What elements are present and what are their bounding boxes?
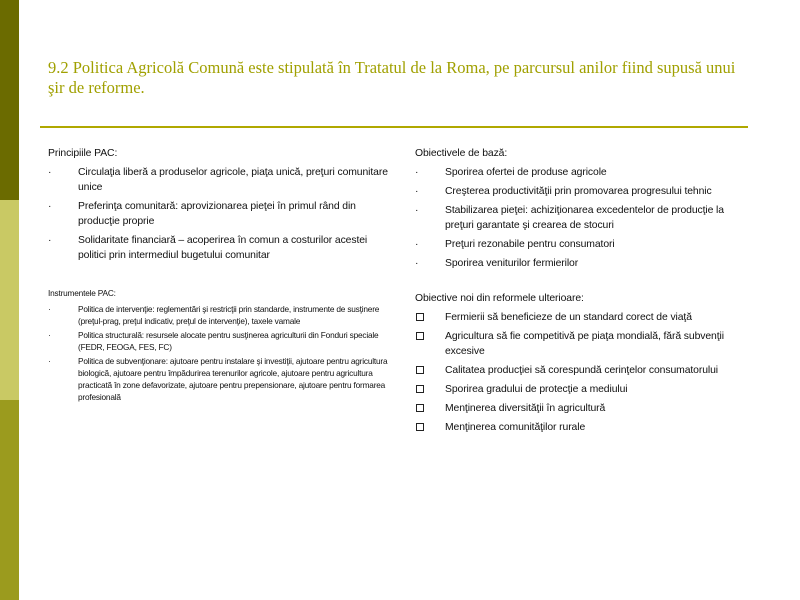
list-item: Sporirea gradului de protecţie a mediului bbox=[415, 382, 755, 397]
slide-title: 9.2 Politica Agricolă Comună este stipulată în Tratatul de la Roma, pe parcursul anilor fiind supusă unui şir de reforme. bbox=[48, 58, 736, 97]
bullet-icon: · bbox=[415, 258, 419, 269]
side-bar-top bbox=[0, 0, 19, 200]
square-bullet-icon bbox=[416, 366, 424, 374]
list-item: · Politica de intervenţie: reglementări şi restricţii prin standarde, instrumente de susţinere (preţul-prag, preţul indicativ, preţul de intervenţie), taxele vamale bbox=[48, 304, 380, 326]
square-bullet-icon bbox=[416, 332, 424, 340]
new-objectives-list bbox=[415, 310, 755, 435]
side-bar-bottom bbox=[0, 400, 19, 600]
list-item: Menţinerea diversităţii în agricultură bbox=[415, 401, 755, 416]
list-item: · Circulaţia liberă a produselor agricole, piaţa unică, preţuri comunitare unice bbox=[48, 167, 388, 193]
square-bullet-icon bbox=[416, 423, 424, 431]
bullet-icon: · bbox=[415, 239, 419, 250]
list-item: · Preţuri rezonabile pentru consumatori bbox=[415, 239, 615, 250]
new-objectives-section bbox=[415, 291, 755, 435]
new-objectives-heading: Obiective noi din reformele ulterioare: bbox=[415, 293, 584, 304]
list-item: · Sporirea veniturilor fermierilor bbox=[415, 258, 579, 269]
left-column bbox=[48, 146, 388, 405]
instruments-list bbox=[48, 303, 388, 403]
list-item: · Preferinţa comunitară: aprovizionarea pieţei în primul rând din producţie proprie bbox=[48, 201, 356, 227]
list-item: Agricultura să fie competitivă pe piaţa mondială, fără subvenţii excesive bbox=[415, 329, 755, 359]
bullet-icon: · bbox=[415, 186, 419, 197]
bullet-icon: · bbox=[48, 167, 52, 178]
square-bullet-icon bbox=[416, 313, 424, 321]
list-item: · Creşterea productivităţii prin promovarea progresului tehnic bbox=[415, 186, 712, 197]
list-item: · Stabilizarea pieţei: achiziţionarea excedentelor de producţie la preţuri garantate şi crearea de stocuri bbox=[415, 205, 724, 231]
principles-list bbox=[48, 165, 388, 263]
list-item: Calitatea producţiei să corespundă cerinţelor consumatorului bbox=[415, 363, 755, 378]
side-bar-middle bbox=[0, 200, 19, 400]
square-bullet-icon bbox=[416, 404, 424, 412]
square-bullet-icon bbox=[416, 385, 424, 393]
list-item: · Sporirea ofertei de produse agricole bbox=[415, 167, 607, 178]
list-item: · Solidaritate financiară – acoperirea în comun a costurilor acestei politici prin intermediul bugetului comunitar bbox=[48, 235, 368, 261]
bullet-icon: · bbox=[415, 205, 419, 216]
objectives-list bbox=[415, 165, 755, 271]
principles-heading: Principiile PAC: bbox=[48, 148, 118, 159]
list-item: · Politica de subvenţionare: ajutoare pentru instalare şi investiţii, ajutoare pentru agricultura biologică, ajutoare pentru împădurirea terenurilor agricole, ajutoare pentru agricultura practicată în zone defavorizate, ajutoare pentru prepensionare, ajutoare pentru formarea profesională bbox=[48, 356, 388, 402]
bullet-icon: · bbox=[48, 356, 51, 366]
right-column bbox=[415, 146, 755, 439]
bullet-icon: · bbox=[415, 167, 419, 178]
list-item: · Politica structurală: resursele alocate pentru susţinerea agriculturii din Fonduri speciale (FEDR, FEOGA, FES, FC) bbox=[48, 330, 379, 352]
list-item: Fermierii să beneficieze de un standard corect de viaţă bbox=[415, 310, 755, 325]
objectives-heading: Obiectivele de bază: bbox=[415, 148, 508, 159]
instruments-heading: Instrumentele PAC: bbox=[48, 288, 116, 298]
bullet-icon: · bbox=[48, 201, 52, 212]
instruments-section bbox=[48, 287, 388, 403]
title-divider bbox=[40, 126, 748, 128]
list-item: Menţinerea comunităţilor rurale bbox=[415, 420, 755, 435]
bullet-icon: · bbox=[48, 235, 52, 246]
bullet-icon: · bbox=[48, 330, 51, 340]
bullet-icon: · bbox=[48, 304, 51, 314]
